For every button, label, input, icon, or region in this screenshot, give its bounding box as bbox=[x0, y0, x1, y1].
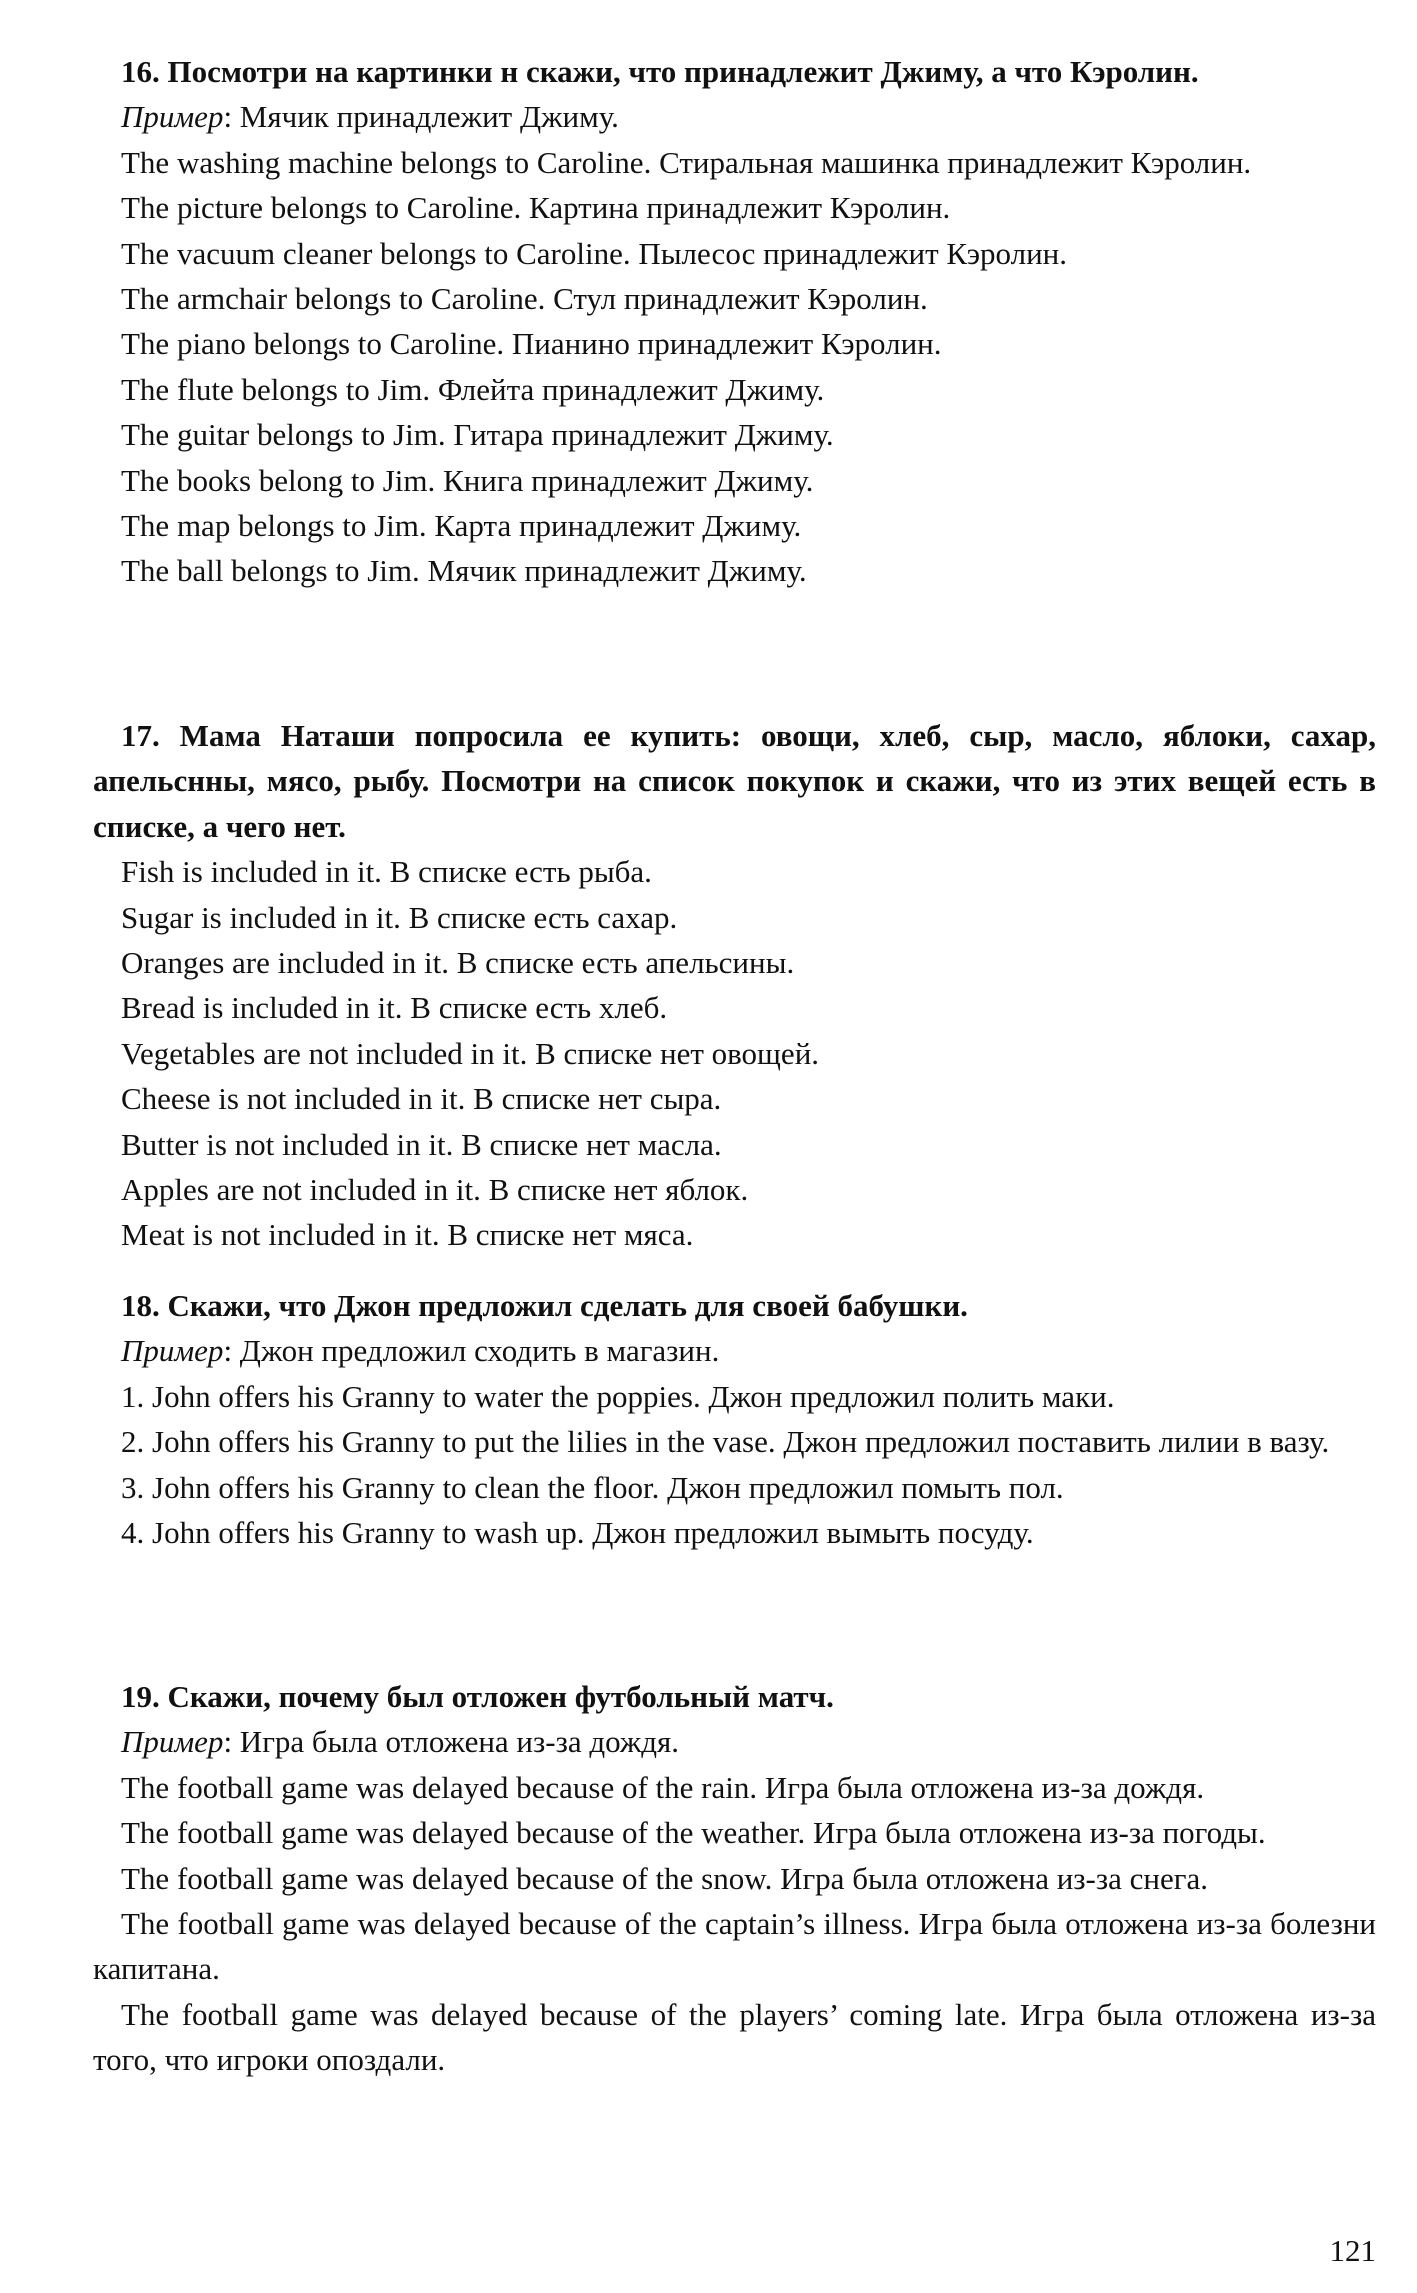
answer-line: The football game was delayed because of the snow. Игра была отложена из-за снега. bbox=[121, 1860, 1208, 1896]
answer-line: 1. John offers his Granny to water the poppies. Джон предложил полить маки. bbox=[121, 1378, 1115, 1414]
answer-line: The guitar belongs to Jim. Гитара принадлежит Джиму. bbox=[121, 417, 834, 453]
answer-line: Oranges are included in it. В списке есть апельсины. bbox=[121, 945, 795, 981]
answer-line: Sugar is included in it. В списке есть сахар. bbox=[121, 899, 678, 935]
example-label: Пример bbox=[121, 1724, 224, 1760]
example-line bbox=[93, 94, 1376, 139]
answer-line: Fish is included in it. В списке есть рыба. bbox=[121, 854, 652, 890]
page-number: 121 bbox=[1329, 2233, 1376, 2268]
exercise-heading: 19. Скажи, почему был отложен футбольный матч. bbox=[121, 1679, 834, 1714]
answer-line: The books belong to Jim. Книга принадлежит Джиму. bbox=[121, 462, 814, 498]
example-line bbox=[93, 1719, 1376, 1764]
example-text: : Игра была отложена из-за дождя. bbox=[223, 1724, 680, 1760]
answer-line: 3. John offers his Granny to clean the floor. Джон предложил помыть пол. bbox=[121, 1469, 1064, 1505]
exercise-19 bbox=[93, 1674, 1376, 2083]
answer-line: 2. John offers his Granny to put the lilies in the vase. Джон предложил поставить лилии в вазу. bbox=[121, 1424, 1330, 1460]
answer-line: The ball belongs to Jim. Мячик принадлежит Джиму. bbox=[121, 553, 807, 589]
answer-line: Apples are not included in it. В списке нет яблок. bbox=[121, 1172, 749, 1208]
answer-line: The picture belongs to Caroline. Картина принадлежит Кэролин. bbox=[121, 190, 951, 226]
example-text: : Мячик принадлежит Джиму. bbox=[223, 99, 619, 135]
exercise-17 bbox=[93, 713, 1376, 1258]
exercise-heading: 18. Скажи, что Джон предложил сделать для своей бабушки. bbox=[121, 1288, 968, 1323]
example-label: Пример bbox=[121, 99, 224, 135]
exercise-16 bbox=[93, 49, 1376, 594]
answer-line: The washing machine belongs to Caroline. Стиральная машинка принадлежит Кэролин. bbox=[121, 144, 1252, 180]
exercise-18 bbox=[93, 1283, 1376, 1555]
answer-line: The map belongs to Jim. Карта принадлежит Джиму. bbox=[121, 508, 802, 544]
example-line bbox=[93, 1328, 1376, 1373]
answer-line: The football game was delayed because of the players’ coming late. Игра была отложена из-за того, что игроки опоздали. bbox=[93, 1996, 1376, 2078]
answer-line: The football game was delayed because of the weather. Игра была отложена из-за погоды. bbox=[121, 1815, 1266, 1851]
answer-line: Butter is not included in it. В списке нет масла. bbox=[121, 1126, 722, 1162]
answer-line: The armchair belongs to Caroline. Стул принадлежит Кэролин. bbox=[121, 281, 928, 317]
answer-line: Bread is included in it. В списке есть хлеб. bbox=[121, 990, 668, 1026]
answer-line: Vegetables are not included in it. В списке нет овощей. bbox=[121, 1035, 820, 1071]
answer-line: The football game was delayed because of the rain. Игра была отложена из-за дождя. bbox=[121, 1769, 1205, 1805]
example-text: : Джон предложил сходить в магазин. bbox=[223, 1333, 720, 1369]
answer-line: The piano belongs to Caroline. Пианино принадлежит Кэролин. bbox=[121, 326, 942, 362]
answer-line: 4. John offers his Granny to wash up. Джон предложил вымыть посуду. bbox=[121, 1515, 1034, 1551]
answer-line: The flute belongs to Jim. Флейта принадлежит Джиму. bbox=[121, 371, 825, 407]
answer-line: The vacuum cleaner belongs to Caroline. Пылесос принадлежит Кэролин. bbox=[121, 235, 1067, 271]
answer-line: Meat is not included in it. В списке нет мяса. bbox=[121, 1217, 694, 1253]
example-label: Пример bbox=[121, 1333, 224, 1369]
exercise-heading: 16. Посмотри на картинки н скажи, что принадлежит Джиму, а что Кэролин. bbox=[121, 54, 1199, 89]
answer-line: The football game was delayed because of the captain’s illness. Игра была отложена из-за болезни капитана. bbox=[93, 1906, 1376, 1987]
answer-line: Cheese is not included in it. В списке нет сыра. bbox=[121, 1081, 722, 1117]
exercise-heading: 17. Мама Наташи попросила ее купить: овощи, хлеб, сыр, масло, яблоки, сахар, апельснны, мясо, рыбу. Посмотри на список покупок и скажи, что из этих вещей есть в списке, а чего нет. bbox=[93, 718, 1376, 844]
